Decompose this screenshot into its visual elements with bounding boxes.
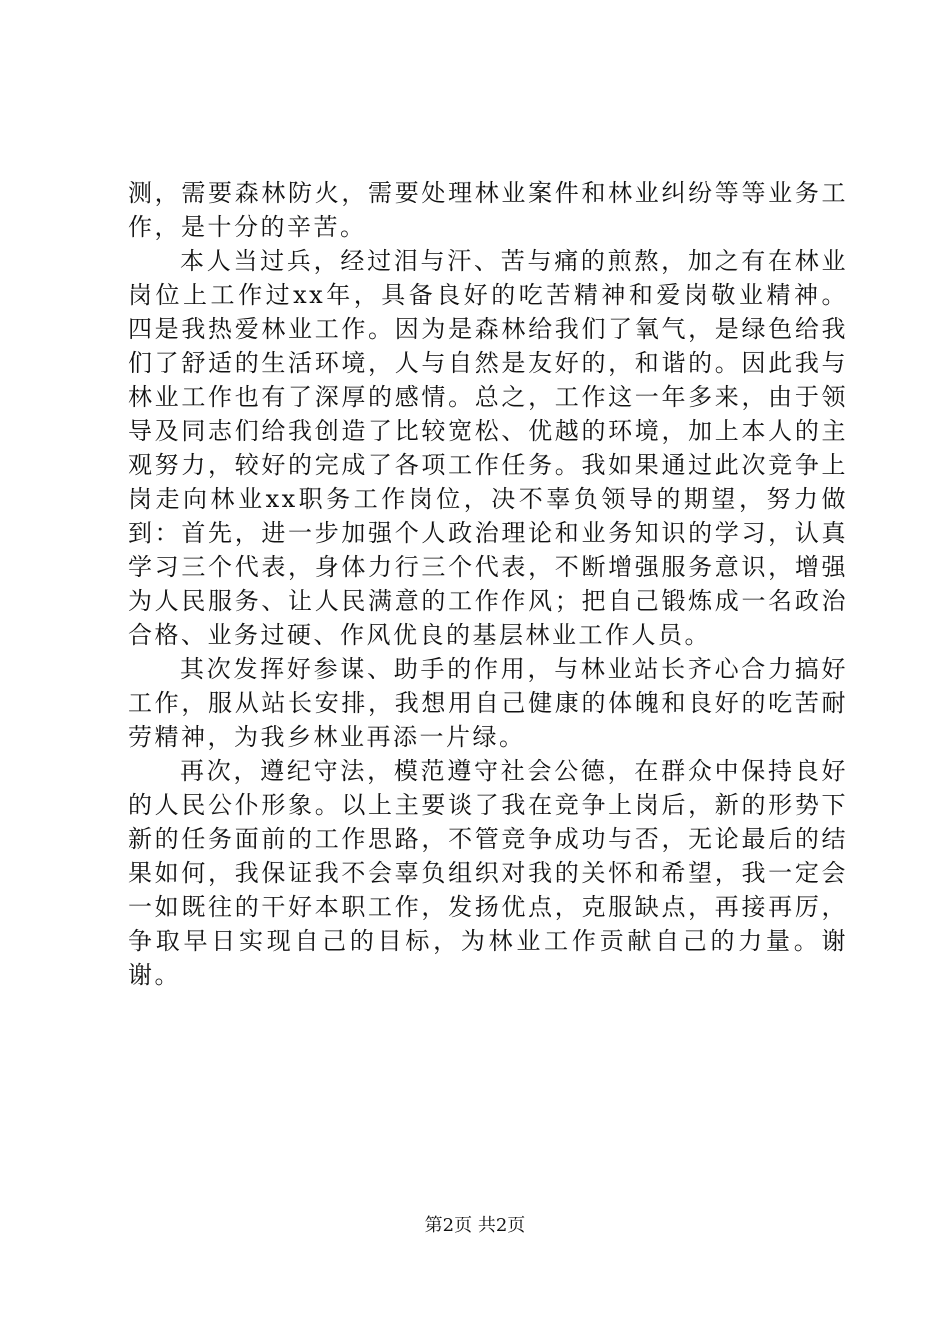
paragraph-4: 再次，遵纪守法，模范遵守社会公德，在群众中保持良好的人民公仆形象。以上主要谈了我在竞争上岗后，新的形势下新的任务面前的工作思路，不管竞争成功与否，无论最后的结果如何，我保证我不会辜负组织对我的关怀和希望，我一定会一如既往的干好本职工作，发扬优点，克服缺点，再接再厉，争取早日实现自己的目标，为林业工作贡献自己的力量。谢谢。	[128, 757, 848, 989]
document-body	[128, 176, 848, 992]
paragraph-2: 本人当过兵，经过泪与汗、苦与痛的煎熬，加之有在林业岗位上工作过xx年，具备良好的吃苦精神和爱岗敬业精神。四是我热爱林业工作。因为是森林给我们了氧气，是绿色给我们了舒适的生活环境，人与自然是友好的，和谐的。因此我与林业工作也有了深厚的感情。总之，工作这一年多来，由于领导及同志们给我创造了比较宽松、优越的环境，加上本人的主观努力，较好的完成了各项工作任务。我如果通过此次竞争上岗走向林业xx职务工作岗位，决不辜负领导的期望，努力做到：首先，进一步加强个人政治理论和业务知识的学习，认真学习三个代表，身体力行三个代表，不断增强服务意识，增强为人民服务、让人民满意的工作作风；把自己锻炼成一名政治合格、业务过硬、作风优良的基层林业工作人员。	[128, 247, 848, 649]
paragraph-1: 测，需要森林防火，需要处理林业案件和林业纠纷等等业务工作，是十分的辛苦。	[128, 179, 848, 241]
paragraph-3: 其次发挥好参谋、助手的作用，与林业站长齐心合力搞好工作，服从站长安排，我想用自己健康的体魄和良好的吃苦耐劳精神，为我乡林业再添一片绿。	[128, 655, 848, 751]
page-number-footer: 第2页 共2页	[424, 1215, 526, 1236]
